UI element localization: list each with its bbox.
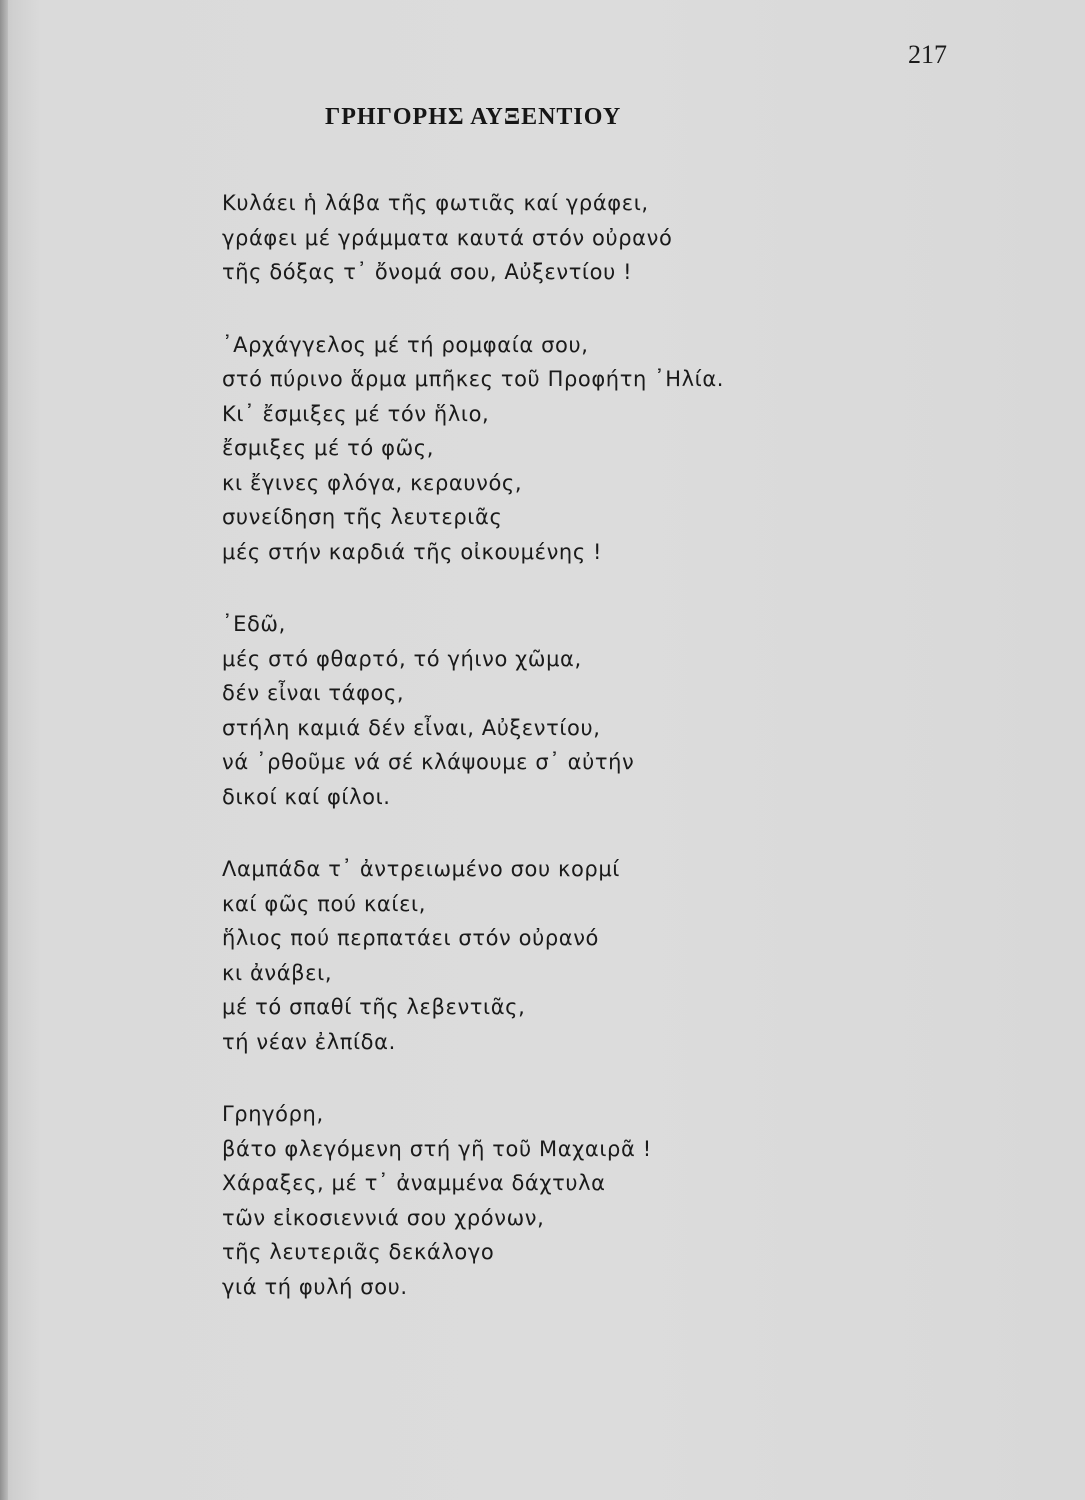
stanza-1 xyxy=(222,186,822,290)
poem-line: καί φῶς πού καίει, xyxy=(222,891,427,916)
poem-line: Κυλάει ἡ λάβα τῆς φωτιᾶς καί γράφει, xyxy=(222,191,649,215)
poem-line: κι ἀνάβει, xyxy=(222,960,333,985)
poem-line: μές στήν καρδιά τῆς οἰκουμένης ! xyxy=(222,539,603,564)
poem-line: μές στό φθαρτό, τό γήινο χῶμα, xyxy=(222,646,582,671)
poem-line: Χάραξες, μέ τ᾽ ἀναμμένα δάχτυλα xyxy=(222,1171,606,1195)
poem-line: τῆς δόξας τ᾽ ὄνομά σου, Αὐξεντίου ! xyxy=(222,260,633,284)
poem-line: γιά τή φυλή σου. xyxy=(222,1274,408,1299)
page-number: 217 xyxy=(908,40,947,69)
poem-line: δέν εἶναι τάφος, xyxy=(222,681,405,705)
poem-line: ἔσμιξες μέ τό φῶς, xyxy=(222,436,434,460)
poem-line: Λαμπάδα τ᾽ ἀντρειωμένο σου κορμί xyxy=(222,857,620,881)
poem-line: στό πύρινο ἅρμα μπῆκες τοῦ Προφήτη ᾽Ηλία. xyxy=(222,367,725,391)
page-gutter-shadow xyxy=(0,0,8,1500)
poem-line: ᾽Εδῶ, xyxy=(222,612,286,636)
stanza-4 xyxy=(222,852,822,1059)
poem-line: συνείδηση τῆς λευτεριᾶς xyxy=(222,505,503,529)
poem-line: κι ἔγινες φλόγα, κεραυνός, xyxy=(222,470,523,495)
poem-line: στήλη καμιά δέν εἶναι, Αὐξεντίου, xyxy=(222,715,601,740)
poem-line: τή νέαν ἐλπίδα. xyxy=(222,1029,396,1054)
poem-line: τῶν εἰκοσιεννιά σου χρόνων, xyxy=(222,1205,545,1230)
poem-line: ᾽Αρχάγγελος μέ τή ρομφαία σου, xyxy=(222,332,589,357)
poem-body xyxy=(222,186,822,1342)
poem-title: ΓΡΗΓΟΡΗΣ ΑΥΞΕΝΤΙΟΥ xyxy=(325,104,622,130)
poem-line: γράφει μέ γράμματα καυτά στόν οὐρανό xyxy=(222,225,673,250)
poem-line: μέ τό σπαθί τῆς λεβεντιᾶς, xyxy=(222,995,526,1019)
poem-line: ἥλιος πού περπατάει στόν οὐρανό xyxy=(222,926,599,950)
poem-line: Κι᾽ ἔσμιξες μέ τόν ἥλιο, xyxy=(222,401,490,426)
poem-line: τῆς λευτεριᾶς δεκάλογο xyxy=(222,1240,495,1264)
poem-line: βάτο φλεγόμενη στή γῆ τοῦ Μαχαιρᾶ ! xyxy=(222,1136,652,1161)
stanza-3 xyxy=(222,607,822,814)
stanza-2 xyxy=(222,328,822,570)
poem-line: νά ᾽ρθοῦμε νά σέ κλάψουμε σ᾽ αὐτήν xyxy=(222,750,635,774)
stanza-5 xyxy=(222,1097,822,1304)
poem-line: δικοί καί φίλοι. xyxy=(222,784,391,809)
poem-line: Γρηγόρη, xyxy=(222,1102,324,1126)
